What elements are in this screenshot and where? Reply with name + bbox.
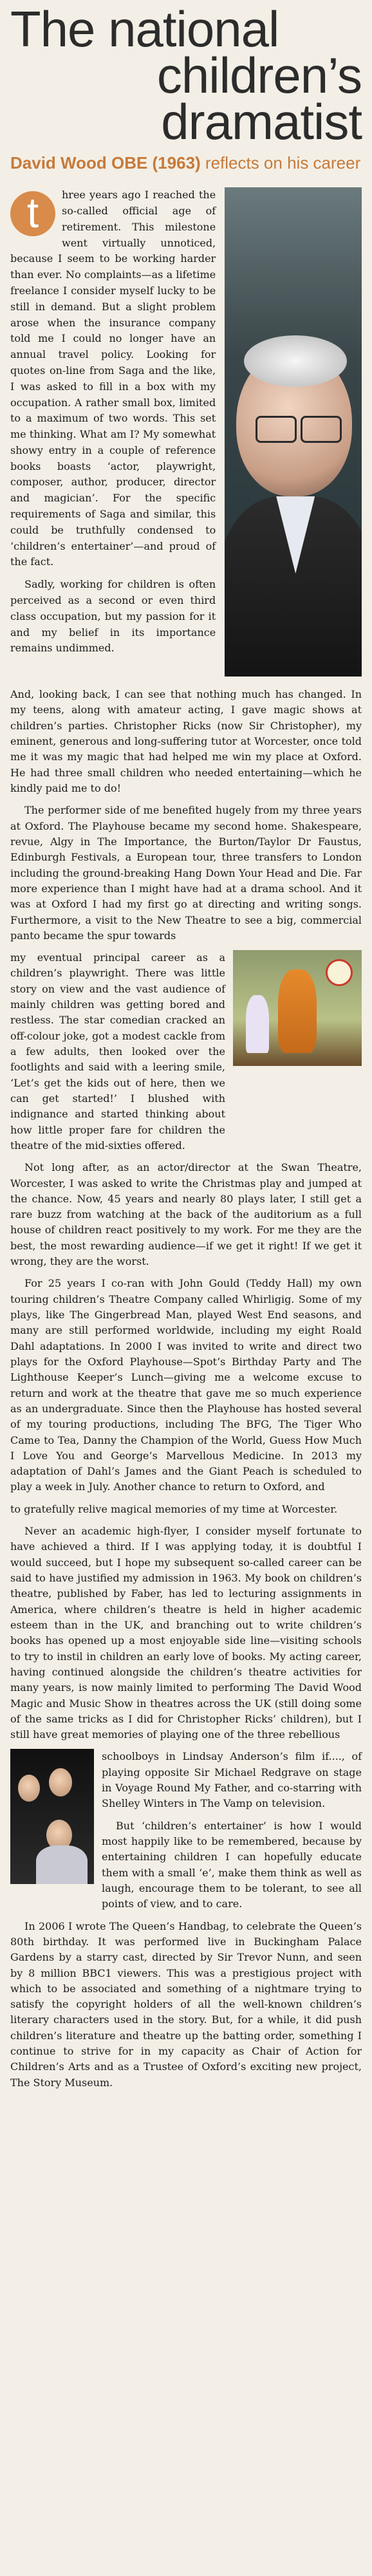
paragraph-2: Sadly, working for children is often perceived as a second or even third class occupation, but my passion for it and my belief in its importance remains undimmed. — [10, 578, 216, 655]
actor-face-2 — [49, 1768, 72, 1797]
stage-production-photo — [233, 950, 362, 1066]
intro-section — [10, 187, 362, 677]
voyage-stage-photo — [10, 1749, 94, 1884]
article-title — [10, 0, 362, 150]
deck-text: reflects on his career — [200, 153, 361, 173]
voyage-photo-row — [10, 1749, 362, 1918]
paragraph-5: Not long after, as an actor/director at the Swan Theatre, Worcester, I was asked to write the Christmas play and jumped at the chance. Now, 45 years and nearly 80 plays later, I still get a rare buzz from watching at the back of the auditorium as a full house of children react positively to my work. For me they are the best, the most rewarding audience—if we get it right! If we get it wrong, they are the worst. — [10, 1161, 362, 1268]
paragraph-4b: my eventual principal career as a children’s playwright. There was little story on view and the vast audience of mainly children was getting bored and restless. The star comedian cracked an off-colour joke, got a modest cackle from a few adults, then looked over the footlights and said with a leering smile, ‘Let’s get the kids out of here, then we can get started!’ I blushed with indignance and started thinking about how little proper fare for children the theatre of the mid-sixties offered. — [10, 951, 225, 1152]
paragraph-9: But ‘children’s entertainer’ is how I would most happily like to be remembered, because by entertaining children I can hopefully educate them with a small ‘e’, make them think as well as laugh, encourage them to be tolerant, to see all points of view, and to care. — [102, 1819, 362, 1910]
paragraph-8: Never an academic high-flyer, I consider myself fortunate to have achieved a third. If I was applying today, it is doubtful I would succeed, but I hope my subsequent so-called career can be said to have justified my admission in 1963. My book on children’s theatre, published by Faber, has led to lecturing assignments in America, where children’s theatre is held in higher academic esteem than in the UK, and branching out to write children’s books has opened up a most enjoyable side line—visiting schools to try to instil in children an early love of books. My acting career, having continued alongside the children’s theatre activities for many years, is now mainly limited to performing The David Wood Magic and Music Show in theatres across the UK (still doing some of the same tricks as I did for Christopher Ricks’ children), but I still have great memories of playing one of the three rebellious — [10, 1525, 362, 1741]
stage-tiger-figure — [278, 969, 317, 1053]
paragraph-4: The performer side of me benefited hugely from my three years at Oxford. The Playhouse became my second home. Shakespeare, revue, Algy in The Importance, the Burton/Taylor Dr Faustus, Edinburgh Festivals, a European tour, three transfers to London including the ground-breaking Hang Down Your Head and Die. Far more experience than I might have had at a drama school. And it was at Oxford I had my first go at directing and writing songs. Furthermore, a visit to the New Theatre to see a big, commercial panto became the spur towards — [10, 804, 362, 942]
paragraph-10: In 2006 I wrote The Queen’s Handbag, to celebrate the Queen’s 80th birthday. It was performed live in Buckingham Palace Gardens by a starry cast, directed by Sir Trevor Nunn, and seen by 8 million BBC1 viewers. This was a prestigious project with which to be associated and something of a nightmare trying to satisfy the copyright holders of all the well-known children’s literary characters used in the story. But, for a while, it did push children’s literature and theatre up the batting order, something I continue to strive for in my capacity as Chair of Action for Children’s Arts and as a Trustee of Oxford’s exciting new project, The Story Museum. — [10, 1919, 362, 2089]
paragraph-1 — [10, 187, 216, 570]
portrait-hair — [244, 335, 347, 387]
title-line-1: The national — [10, 1, 279, 57]
title-line-3: dramatist — [161, 93, 362, 150]
voyage-text-column — [102, 1749, 362, 1918]
paragraph-1-text: hree years ago I reached the so-called official age of retirement. This milestone went virtually unnoticed, because I seem to be working harder than ever. No complaints—as a lifetime freelance I consider myself lucky to be still in demand. But a slight problem arose when the insurance company told me I could no longer have an annual travel policy. Looking for quotes on-line from Saga and the like, I was asked to fill in a box with my occupation. A rather small box, limited to a maximum of two words. This set me thinking. What am I? My somewhat showy entry in a couple of reference books boasts ‘actor, playwright, composer, author, producer, director and magician’. For the specific requirements of Saga and similar, this could be truthfully condensed to ‘children’s entertainer’—and proud of the fact. — [10, 189, 216, 568]
stage-girl-figure — [246, 995, 269, 1053]
portrait-glasses-right — [301, 416, 342, 443]
title-line-2: children’s — [156, 46, 362, 104]
paragraph-7: to gratefully relive magical memories of my time at Worcester. — [10, 1502, 338, 1515]
paragraph-6: For 25 years I co-ran with John Gould (Teddy Hall) my own touring children’s Theatre Company called Whirligig. Some of my plays, like The Gingerbread Man, played West End seasons, and many are still performed worldwide, including my eight Roald Dahl adaptations. In 2000 I was invited to write and direct two plays for the Oxford Playhouse—Spot’s Birthday Party and The Lighthouse Keeper’s Lunch—giving me a welcome excuse to return and work at the theatre that gave me so much experience as an undergraduate. Since then the Playhouse has hosted several of my touring productions, including The BFG, The Tiger Who Came to Tea, Danny the Champion of the World, Guess How Much I Love You and George’s Marvellous Medicine. In 2013 my adaptation of Dahl’s James and the Giant Peach is scheduled to play a week in July. Another chance to return to Oxford, and — [10, 1277, 362, 1493]
deck-author: David Wood OBE (1963) — [10, 153, 201, 173]
portrait-glasses-left — [256, 416, 297, 443]
stage-clock — [326, 959, 353, 986]
paragraph-8b: schoolboys in Lindsay Anderson’s film if...., of playing opposite Sir Michael Redgrave on stage in Voyage Round My Father, and co-starring with Shelley Winters in The Vamp on television. — [102, 1750, 362, 1810]
main-body — [10, 687, 362, 2091]
intro-column — [10, 187, 216, 677]
actor-face-1 — [18, 1775, 40, 1802]
paragraph-3: And, looking back, I can see that nothing much has changed. In my teens, along with amateur acting, I gave magic shows at children’s parties. Christopher Ricks (now Sir Christopher), my eminent, generous and long-suffering tutor at Worcester, once told me it was my magic that had helped me win my place at Oxford. He had three small children who needed entertaining—which he kindly paid me to do! — [10, 688, 362, 795]
actor-costume — [36, 1845, 88, 1884]
drop-cap: t — [10, 191, 55, 236]
stage-photo-row — [10, 950, 362, 1160]
article-deck — [10, 154, 362, 173]
author-portrait-photo — [225, 187, 362, 677]
